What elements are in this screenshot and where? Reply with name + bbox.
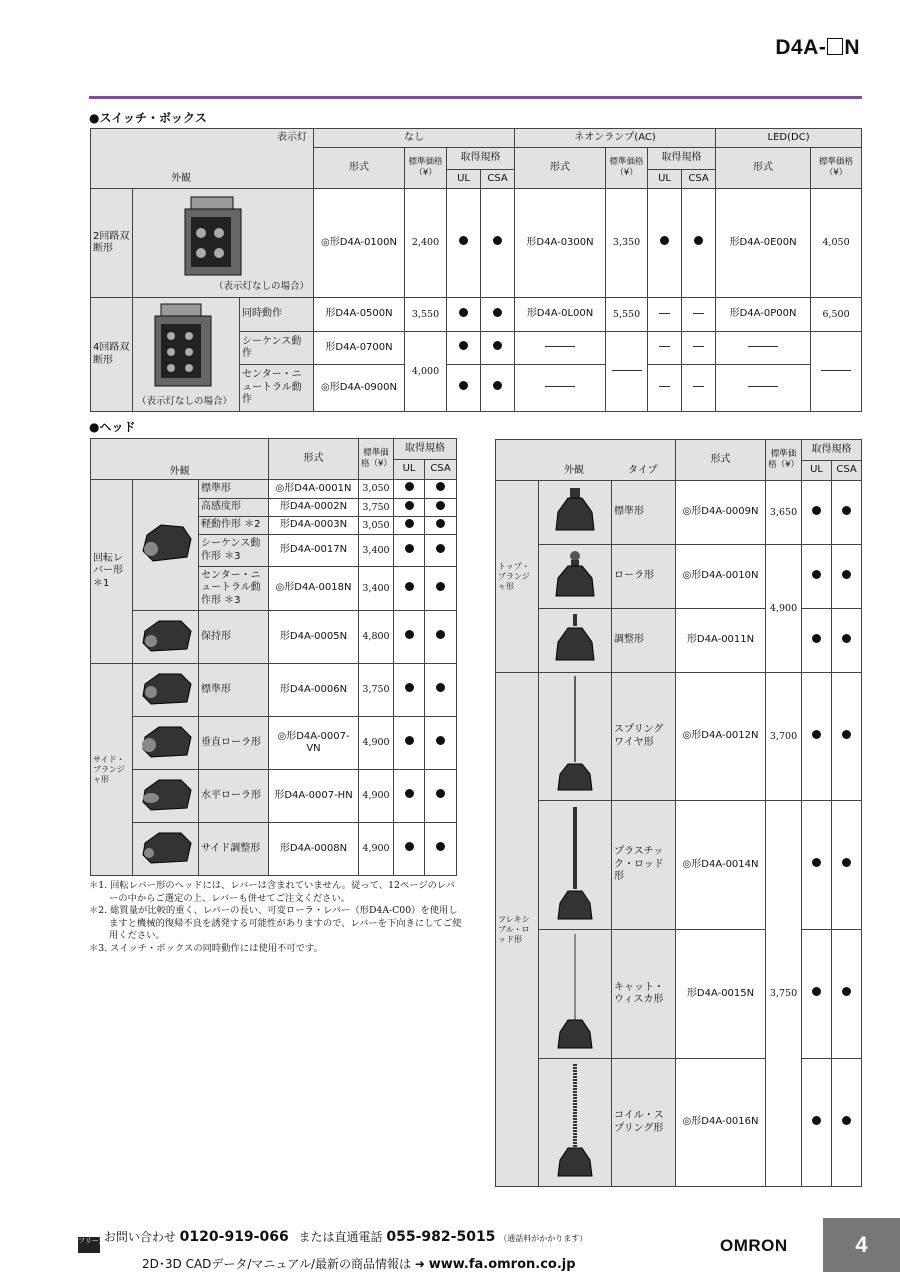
not-available-dash <box>545 346 575 347</box>
certified-mark <box>842 506 851 515</box>
col-standards: 取得規格 <box>394 439 457 460</box>
table-cell <box>716 332 811 365</box>
table-cell <box>394 499 425 517</box>
table-cell: キャット・ウィスカ形 <box>612 930 676 1059</box>
table-cell <box>802 545 832 609</box>
not-available-dash <box>821 370 851 371</box>
certified-mark <box>436 544 445 553</box>
group-neon: ネオンランプ(AC) <box>515 129 716 148</box>
model-cell: 形D4A-0E00N <box>716 189 811 298</box>
table-cell <box>133 770 199 823</box>
table-cell: 4,900 <box>766 545 802 673</box>
table-cell: ◎形D4A-0018N <box>269 567 359 611</box>
table-cell <box>648 298 682 332</box>
table-cell <box>394 717 425 770</box>
table-cell: センター・ニュートラル動作形 ＊3 <box>199 567 269 611</box>
table-cell: ◎形D4A-0016N <box>676 1059 766 1187</box>
table-cell <box>539 545 612 609</box>
table-cell <box>716 365 811 412</box>
table-cell: 4,900 <box>359 770 394 823</box>
table-cell <box>802 1059 832 1187</box>
table-cell: 3,050 <box>359 517 394 535</box>
certified-mark <box>842 1116 851 1125</box>
price-cell: 3,550 <box>405 298 447 332</box>
action-label: センター・ニュートラル動作 <box>240 365 314 412</box>
col-csa: CSA <box>682 170 716 189</box>
table-cell: 4,900 <box>359 823 394 876</box>
table-cell: 標準形 <box>612 481 676 545</box>
table-cell: シーケンス動作形 ＊3 <box>199 535 269 567</box>
head-table-left <box>90 438 457 876</box>
type-label: 4回路双断形 <box>91 298 133 412</box>
table-cell: 垂直ローラ形 <box>199 717 269 770</box>
certified-mark <box>842 570 851 579</box>
table-cell <box>802 481 832 545</box>
table-cell: 標準形 <box>199 664 269 717</box>
table-cell: 保持形 <box>199 611 269 664</box>
not-available-dash <box>612 370 642 371</box>
not-available-dash <box>545 386 575 387</box>
certified-mark <box>436 519 445 528</box>
price-cell: 4,000 <box>405 332 447 412</box>
table-cell <box>648 332 682 365</box>
action-label: シーケンス動作 <box>240 332 314 365</box>
col-standards: 取得規格 <box>648 148 716 170</box>
table-cell: 軽動作形 ＊2 <box>199 517 269 535</box>
image-caption: （表示灯なしの場合） <box>137 396 233 408</box>
table-cell <box>539 673 612 801</box>
table-cell <box>832 609 862 673</box>
table-cell: 3,650 <box>766 481 802 545</box>
group-label: サイド・プランジャ形 <box>91 664 133 876</box>
not-available-dash <box>748 346 778 347</box>
table-cell <box>802 930 832 1059</box>
table-cell <box>832 1059 862 1187</box>
table-cell <box>802 609 832 673</box>
group-label: トップ・プランジャ形 <box>496 481 539 673</box>
table-cell: 3,700 <box>766 673 802 801</box>
table-cell <box>832 545 862 609</box>
table-cell: 形D4A-0003N <box>269 517 359 535</box>
col-price: 標準価格（¥） <box>811 148 862 189</box>
table-cell: UL <box>394 459 425 480</box>
table-cell: CSA <box>425 459 457 480</box>
model-cell: ◎形D4A-0100N <box>314 189 405 298</box>
footnote: ＊2. 総質量が比較的重く、レバーの長い、可変ローラ・レバー（形D4A-C00）を使用しますと機械的復帰不良を誘発する可能性がありますので、レバーを下向きにしてご使用ください。 <box>89 905 462 942</box>
price-cell: 5,550 <box>606 298 648 332</box>
table-cell <box>394 480 425 499</box>
table-cell: ◎形D4A-0009N <box>676 481 766 545</box>
table-cell: 3,400 <box>359 535 394 567</box>
certified-mark <box>694 236 703 245</box>
not-available-dash <box>659 346 670 347</box>
omron-logo: OMRON <box>720 1236 788 1255</box>
certified-mark <box>405 482 414 491</box>
product-image <box>133 480 199 611</box>
table-cell: 標準形 <box>199 480 269 499</box>
page-title: D4A- N <box>775 36 860 59</box>
table-cell: 高感度形 <box>199 499 269 517</box>
certified-mark <box>812 987 821 996</box>
head-title: ●ヘッド <box>89 420 136 434</box>
col-standards: 取得規格 <box>447 148 515 170</box>
header-corner: 外観 タイプ <box>496 440 676 481</box>
table-cell <box>394 611 425 664</box>
free-dial-icon: フリー通話 <box>78 1237 100 1253</box>
col-model: 形式 <box>515 148 606 189</box>
table-cell <box>481 365 515 412</box>
group-label: 回転レバー形＊1 <box>91 480 133 664</box>
table-cell <box>811 332 862 412</box>
table-cell: 形D4A-0006N <box>269 664 359 717</box>
table-row <box>91 189 862 298</box>
certified-mark <box>842 730 851 739</box>
not-available-dash <box>748 386 778 387</box>
certified-mark <box>459 236 468 245</box>
certified-mark <box>405 519 414 528</box>
certified-mark <box>812 730 821 739</box>
certified-mark <box>812 634 821 643</box>
table-cell: CSA <box>832 460 862 481</box>
table-cell <box>832 801 862 930</box>
table-cell: 3,050 <box>359 480 394 499</box>
table-cell <box>394 770 425 823</box>
table-cell <box>425 567 457 611</box>
table-cell <box>682 298 716 332</box>
table-cell <box>832 930 862 1059</box>
table-cell <box>682 332 716 365</box>
table-cell <box>394 517 425 535</box>
group-label: フレキシブル・ロッド形 <box>496 673 539 1187</box>
image-caption: （表示灯なしの場合） <box>214 281 310 293</box>
certified-mark <box>812 506 821 515</box>
col-model: 形式 <box>716 148 811 189</box>
table-cell <box>682 189 716 298</box>
table-cell <box>481 332 515 365</box>
footnote: ＊1. 回転レバー形のヘッドには、レバーは含まれていません。従って、12ページのレバーの中からご選定の上、レバーも併せてご注文ください。 <box>89 880 455 904</box>
footnote: ＊3. スイッチ・ボックスの同時動作には使用不可です。 <box>89 942 323 954</box>
table-cell <box>425 823 457 876</box>
table-cell: 形D4A-0002N <box>269 499 359 517</box>
col-price: 標準価格（¥） <box>606 148 648 189</box>
col-csa: CSA <box>481 170 515 189</box>
certified-mark <box>436 789 445 798</box>
table-cell: コイル・スプリング形 <box>612 1059 676 1187</box>
col-ul: UL <box>648 170 682 189</box>
table-cell: 調整形 <box>612 609 676 673</box>
certified-mark <box>436 736 445 745</box>
table-cell: 3,400 <box>359 567 394 611</box>
table-cell <box>133 717 199 770</box>
table-cell: ◎形D4A-0007-VN <box>269 717 359 770</box>
type-label: 2回路双断形 <box>91 189 133 298</box>
table-cell: サイド調整形 <box>199 823 269 876</box>
certified-mark <box>812 1116 821 1125</box>
table-cell: 3,750 <box>766 801 802 1187</box>
not-available-dash <box>693 346 704 347</box>
certified-mark <box>436 501 445 510</box>
certified-mark <box>436 842 445 851</box>
header-corner <box>91 129 314 189</box>
price-cell: 2,400 <box>405 189 447 298</box>
table-cell: プラスチック・ロッド形 <box>612 801 676 930</box>
certified-mark <box>405 630 414 639</box>
table-cell <box>682 365 716 412</box>
table-cell: ◎形D4A-0010N <box>676 545 766 609</box>
table-cell: 4,900 <box>359 717 394 770</box>
model-cell: 形D4A-0700N <box>314 332 405 365</box>
table-cell: ローラ形 <box>612 545 676 609</box>
switch-box-image <box>173 195 263 281</box>
certified-mark <box>436 582 445 591</box>
table-cell <box>425 480 457 499</box>
table-cell: ◎形D4A-0001N <box>269 480 359 499</box>
switch-box-4-image <box>145 302 225 394</box>
certified-mark <box>405 544 414 553</box>
table-cell <box>133 664 199 717</box>
table-cell <box>425 770 457 823</box>
certified-mark <box>493 236 502 245</box>
table-cell: 形式 <box>676 440 766 481</box>
table-cell: 形D4A-0008N <box>269 823 359 876</box>
table-cell: 3,750 <box>359 664 394 717</box>
action-label: 同時動作 <box>240 298 314 332</box>
certified-mark <box>812 570 821 579</box>
certified-mark <box>405 842 414 851</box>
table-cell <box>133 823 199 876</box>
table-cell <box>425 611 457 664</box>
certified-mark <box>405 789 414 798</box>
table-cell: 水平ローラ形 <box>199 770 269 823</box>
col-model: 形式 <box>269 439 359 480</box>
table-cell <box>447 189 481 298</box>
certified-mark <box>405 501 414 510</box>
col-model: 形式 <box>314 148 405 189</box>
certified-mark <box>493 381 502 390</box>
not-available-dash <box>659 313 670 314</box>
group-none: なし <box>314 129 515 148</box>
certified-mark <box>812 858 821 867</box>
switchbox-table <box>90 128 862 412</box>
col-ul: UL <box>447 170 481 189</box>
table-cell <box>394 535 425 567</box>
rotary-head-image <box>137 521 195 565</box>
certified-mark <box>493 341 502 350</box>
table-cell <box>394 664 425 717</box>
table-cell: 3,750 <box>359 499 394 517</box>
not-available-dash <box>659 386 670 387</box>
table-cell: 形D4A-0005N <box>269 611 359 664</box>
model-cell: 形D4A-0L00N <box>515 298 606 332</box>
table-cell <box>539 1059 612 1187</box>
table-cell <box>832 481 862 545</box>
certified-mark <box>405 582 414 591</box>
price-cell: 4,050 <box>811 189 862 298</box>
certified-mark <box>436 683 445 692</box>
table-cell <box>481 189 515 298</box>
header-corner: 外観 <box>91 439 269 480</box>
table-cell: 形D4A-0007-HN <box>269 770 359 823</box>
table-cell <box>394 567 425 611</box>
table-cell: スプリングワイヤ形 <box>612 673 676 801</box>
footer: フリー通話 お問い合わせ 0120-919-066 または直通電話 055-982-5015 （通話料がかかります） 2D･3D CADデータ/マニュアル/最新の商品情報は ➜ www.fa.omron.co.jp <box>78 1229 588 1272</box>
certified-mark <box>405 736 414 745</box>
indicator-label: 表示灯 <box>277 132 308 143</box>
table-cell: 形D4A-0011N <box>676 609 766 673</box>
col-price: 標準価格（¥） <box>405 148 447 189</box>
model-cell: 形D4A-0P00N <box>716 298 811 332</box>
table-cell <box>447 298 481 332</box>
table-row <box>91 298 862 332</box>
certified-mark <box>405 683 414 692</box>
model-cell: 形D4A-0300N <box>515 189 606 298</box>
product-image <box>133 298 240 412</box>
footnotes <box>89 880 464 955</box>
table-cell <box>515 332 606 365</box>
certified-mark <box>660 236 669 245</box>
product-image <box>133 611 199 664</box>
table-cell <box>832 673 862 801</box>
not-available-dash <box>693 313 704 314</box>
table-cell <box>648 189 682 298</box>
table-cell <box>539 609 612 673</box>
table-cell <box>539 481 612 545</box>
table-cell: ◎形D4A-0014N <box>676 801 766 930</box>
price-cell: 6,500 <box>811 298 862 332</box>
table-cell <box>425 535 457 567</box>
certified-mark <box>459 381 468 390</box>
certified-mark <box>842 634 851 643</box>
table-cell: 標準価格（¥） <box>766 440 802 481</box>
table-cell <box>481 298 515 332</box>
product-image <box>133 189 314 298</box>
switchbox-title: ●スイッチ・ボックス <box>89 111 207 125</box>
col-price: 標準価格（¥） <box>359 439 394 480</box>
table-cell <box>606 332 648 412</box>
certified-mark <box>493 308 502 317</box>
appearance-label: 外観 <box>171 172 191 184</box>
table-cell <box>425 664 457 717</box>
table-cell <box>648 365 682 412</box>
certified-mark <box>459 341 468 350</box>
table-cell <box>802 673 832 801</box>
not-available-dash <box>693 386 704 387</box>
certified-mark <box>436 630 445 639</box>
table-cell <box>447 365 481 412</box>
table-cell <box>447 332 481 365</box>
header-rule <box>89 96 862 99</box>
table-cell <box>539 801 612 930</box>
table-cell: 取得規格 <box>802 440 862 461</box>
blank-box <box>827 38 843 55</box>
phone-direct: 055-982-5015 <box>386 1229 496 1245</box>
certified-mark <box>459 308 468 317</box>
table-cell: 形D4A-0017N <box>269 535 359 567</box>
table-cell <box>425 717 457 770</box>
certified-mark <box>436 482 445 491</box>
price-cell: 3,350 <box>606 189 648 298</box>
table-cell: 形D4A-0015N <box>676 930 766 1059</box>
table-cell: ◎形D4A-0012N <box>676 673 766 801</box>
head-table-right <box>495 439 862 1187</box>
table-cell <box>802 801 832 930</box>
table-cell <box>515 365 606 412</box>
website-link[interactable]: www.fa.omron.co.jp <box>428 1257 576 1272</box>
model-cell: 形D4A-0500N <box>314 298 405 332</box>
certified-mark <box>842 858 851 867</box>
model-cell: ◎形D4A-0900N <box>314 365 405 412</box>
table-cell <box>394 823 425 876</box>
table-cell: 4,800 <box>359 611 394 664</box>
table-cell <box>425 499 457 517</box>
table-cell: UL <box>802 460 832 481</box>
page-number: 4 <box>823 1218 900 1272</box>
certified-mark <box>842 987 851 996</box>
phone-free: 0120-919-066 <box>179 1229 289 1245</box>
table-cell <box>425 517 457 535</box>
table-cell <box>539 930 612 1059</box>
group-led: LED(DC) <box>716 129 862 148</box>
